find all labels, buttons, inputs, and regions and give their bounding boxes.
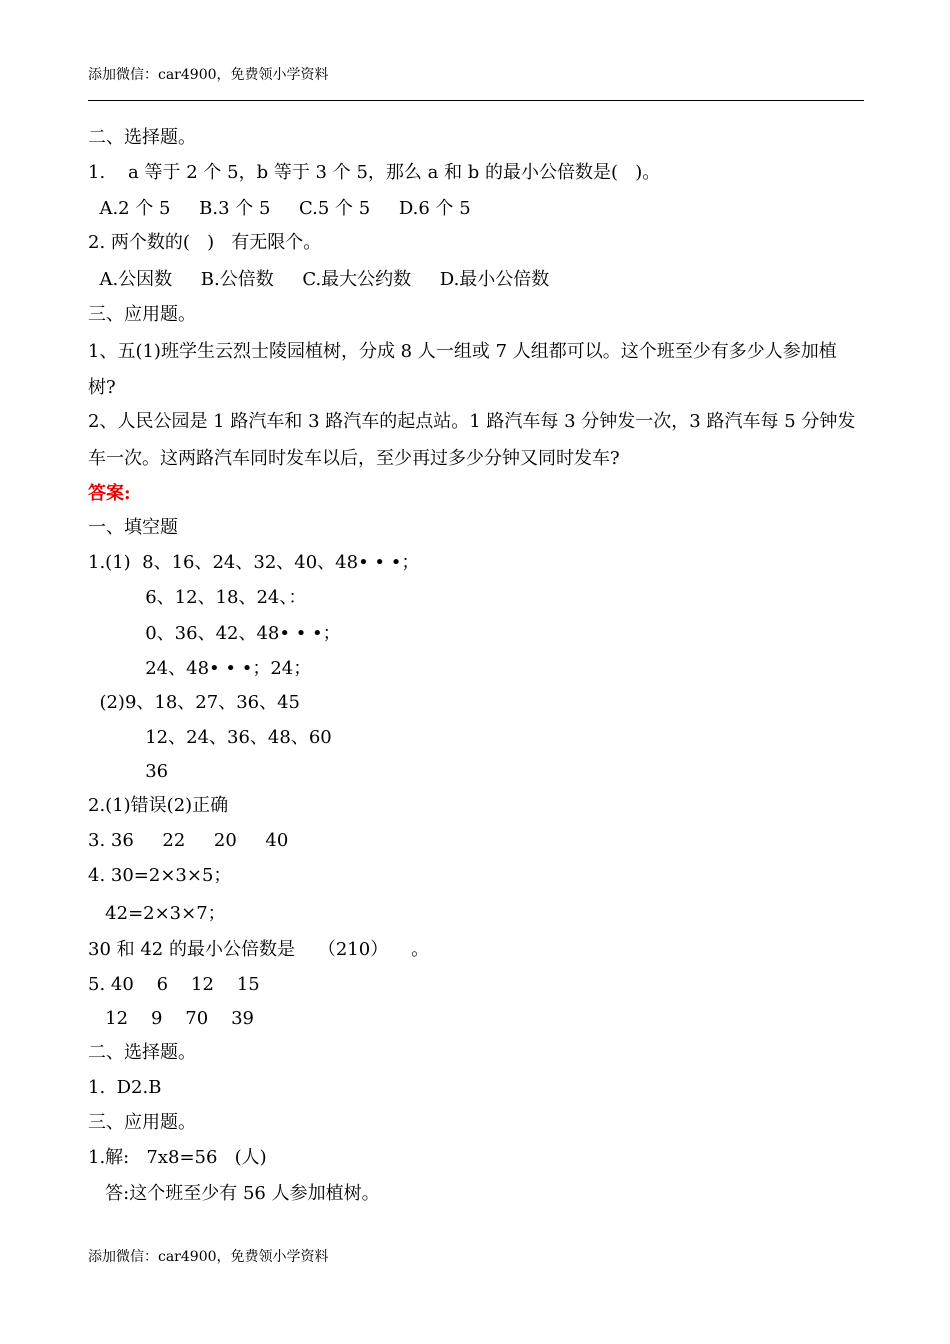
application-2-line-2: 车一次。这两路汽车同时发车以后，至少再过多少分钟又同时发车?: [88, 448, 620, 469]
answer-4-a: 4. 30=2×3×5；: [88, 865, 232, 886]
section-application-title: 三、应用题。: [88, 304, 196, 325]
answer-application-title: 三、应用题。: [88, 1112, 196, 1133]
question-2: 2. 两个数的( ) 有无限个。: [88, 232, 322, 253]
answer-1-1-a: 1.(1) 8、16、24、32、40、48• • •；: [88, 552, 420, 573]
answer-application-1: 1.解: 7x8=56 (人): [88, 1147, 267, 1168]
answer-4-c: 30 和 42 的最小公倍数是 （210） 。: [88, 939, 430, 960]
header-rule: [88, 100, 864, 101]
answer-1-1-d: 24、48• • •；24；: [88, 658, 312, 679]
question-1: 1. a 等于 2 个 5，b 等于 3 个 5，那么 a 和 b 的最小公倍数是( )。: [88, 162, 661, 183]
application-1-line-2: 树?: [88, 377, 116, 398]
answer-3: 3. 36 22 20 40: [88, 830, 289, 851]
answer-fill-title: 一、填空题: [88, 517, 178, 538]
answer-2: 2.(1)错误(2)正确: [88, 795, 229, 816]
section-choice-title: 二、选择题。: [88, 127, 196, 148]
answer-heading: 答案:: [88, 483, 131, 504]
answer-application-1-reply: 答:这个班至少有 56 人参加植树。: [88, 1183, 380, 1204]
answer-choice: 1. D2.B: [88, 1077, 162, 1098]
answer-5-a: 5. 40 6 12 15: [88, 974, 260, 995]
answer-5-b: 12 9 70 39: [88, 1008, 254, 1029]
answer-1-1-c: 0、36、42、48• • •；: [88, 623, 341, 644]
page-header: 添加微信：car4900，免费领小学资料: [88, 67, 329, 83]
answer-1-2-c: 36: [88, 761, 169, 782]
question-1-options: A.2 个 5 B.3 个 5 C.5 个 5 D.6 个 5: [88, 198, 471, 219]
answer-choice-title: 二、选择题。: [88, 1042, 196, 1063]
answer-1-2-b: 12、24、36、48、60: [88, 727, 332, 748]
answer-4-b: 42=2×3×7；: [88, 903, 226, 924]
question-2-options: A.公因数 B.公倍数 C.最大公约数 D.最小公倍数: [88, 269, 550, 290]
answer-1-2-a: (2)9、18、27、36、45: [88, 692, 301, 713]
application-1-line-1: 1、五(1)班学生云烈士陵园植树，分成 8 人一组或 7 人组都可以。这个班至少有多少人参加植: [88, 341, 837, 362]
page-footer: 添加微信：car4900，免费领小学资料: [88, 1249, 329, 1265]
answer-1-1-b: 6、12、18、24、：: [88, 587, 307, 608]
application-2-line-1: 2、人民公园是 1 路汽车和 3 路汽车的起点站。1 路汽车每 3 分钟发一次，3 路汽车每 5 分钟发: [88, 411, 856, 432]
